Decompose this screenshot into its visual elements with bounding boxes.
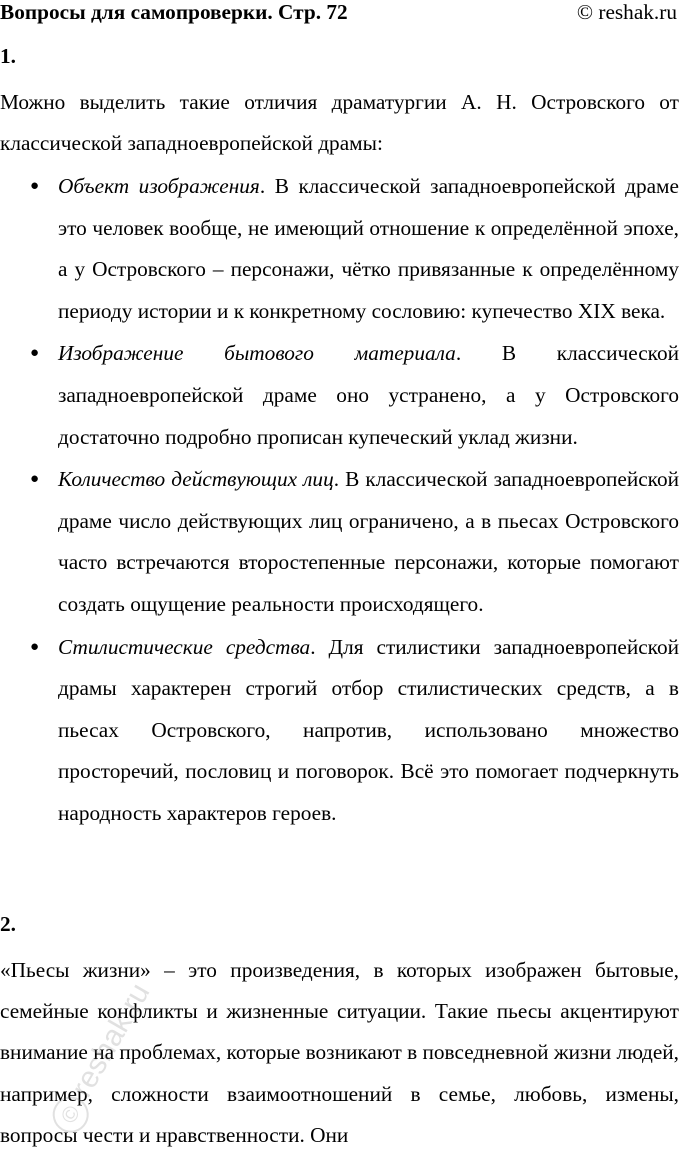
list-item xyxy=(0,166,679,332)
item-text: . Для стилистики западноевропейской драмы характерен строгий отбор стилистических средств, а в пьесах Островского, напротив, использовано множество просторечий, пословиц и поговорок. Всё это помогает подчеркнуть народность характеров героев. xyxy=(58,634,679,825)
bullet-icon: ● xyxy=(30,638,40,655)
copyright-notice: © reshak.ru xyxy=(576,0,677,24)
section-1-number: 1. xyxy=(0,44,16,68)
page-title: Вопросы для самопроверки. Стр. 72 xyxy=(0,0,348,24)
item-term: Количество действующих лиц xyxy=(58,467,334,492)
bullet-icon: ● xyxy=(30,178,40,194)
bullet-icon: ● xyxy=(30,345,40,362)
item-term: Объект изображения xyxy=(58,174,260,198)
list-item xyxy=(0,333,679,458)
watermark: ©reshak.ru xyxy=(45,978,160,1139)
list-item xyxy=(0,627,679,835)
section-1-intro: Можно выделить такие отличия драматургии А. Н. Островского от классической западноевропейской драмы: xyxy=(0,90,679,156)
section-2-text: «Пьесы жизни» – это произведения, в которых изображен бытовые, семейные конфликты и жизненные ситуации. Такие пьесы акцентируют внимание на проблемах, которые возникают в повседневной жизни людей, например, сложности взаимоотношений в семье, любовь, измены, вопросы чести и нравственности. Они xyxy=(0,958,679,1147)
item-text: . В классической западноевропейской драме оно устранено, а у Островского достаточно подробно прописан купеческий уклад жизни. xyxy=(58,341,679,449)
item-term: Стилистические средства xyxy=(58,634,311,659)
page-header xyxy=(0,0,679,26)
section-2-number: 2. xyxy=(0,912,16,936)
item-term: Изображение бытового материала xyxy=(58,341,456,366)
item-text: . В классической западноевропейской драме число действующих лиц ограничено, а в пьесах Островского часто встречаются второстепенные персонажи, которые помогают создать ощущение реальности происходящего. xyxy=(58,467,679,616)
bullet-icon: ● xyxy=(30,471,40,488)
item-text: . В классической западноевропейской драме это человек вообще, не имеющий отношение к определённой эпохе, а у Островского – персонажи, чётко привязанные к определённому периоду истории и к конкретному сословию: купечество XIX века. xyxy=(58,174,679,323)
differences-list xyxy=(0,166,679,836)
list-item xyxy=(0,459,679,625)
